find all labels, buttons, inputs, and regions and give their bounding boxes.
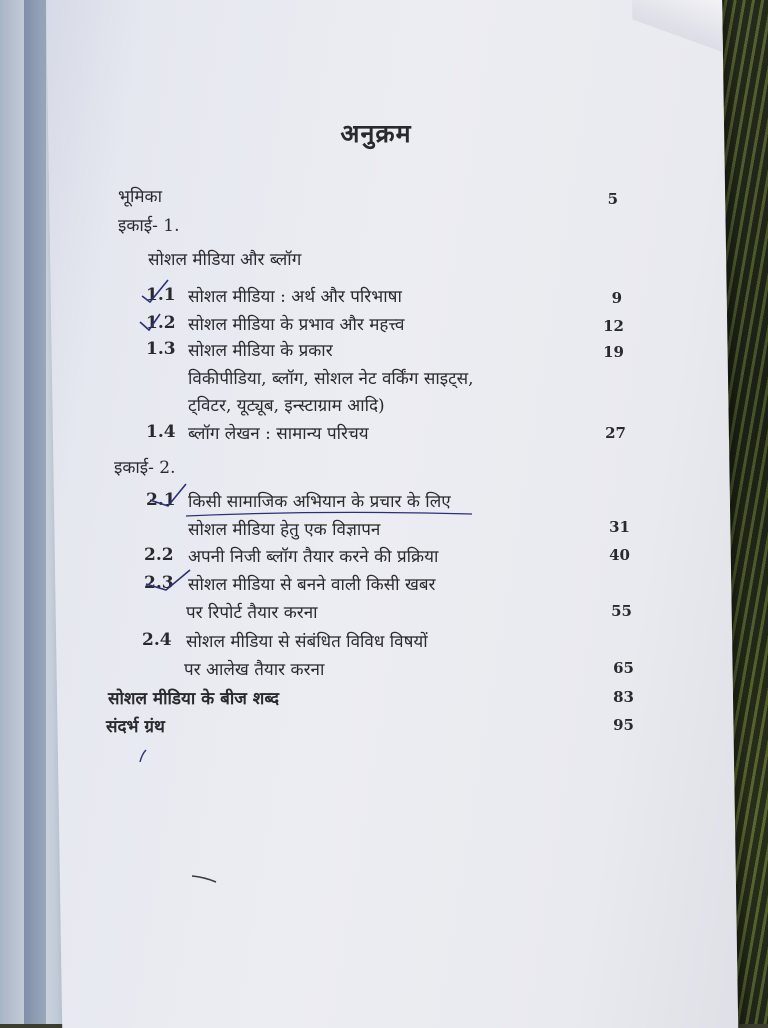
underline-2-1 xyxy=(186,512,472,516)
check-mark-2-1 xyxy=(150,484,186,506)
toc-num-2-3: 2.3 xyxy=(144,573,174,593)
check-mark-1-1 xyxy=(142,280,168,302)
toc-page-1-1: 9 xyxy=(611,289,622,307)
toc-page-preface: 5 xyxy=(607,190,618,208)
pen-stroke xyxy=(140,750,146,762)
toc-label-2-2: अपनी निजी ब्लॉग तैयार करने की प्रक्रिया xyxy=(188,547,439,567)
toc-label-2-4-line2: पर आलेख तैयार करना xyxy=(184,660,325,680)
toc-label-2-1: किसी सामाजिक अभियान के प्रचार के लिए xyxy=(188,492,451,512)
toc-page-2-3: 55 xyxy=(611,602,632,620)
toc-page-1-4: 27 xyxy=(605,424,626,442)
toc-num-1-2: 1.2 xyxy=(146,313,176,333)
toc-label-preface: भूमिका xyxy=(118,187,162,207)
toc-num-2-2: 2.2 xyxy=(144,545,174,565)
toc-unit-1: इकाई- 1. xyxy=(118,216,180,236)
toc-unit-2: इकाई- 2. xyxy=(114,458,176,478)
toc-num-1-3: 1.3 xyxy=(146,339,176,359)
toc-page-1-3: 19 xyxy=(603,343,624,361)
toc-label-references: संदर्भ ग्रंथ xyxy=(106,717,165,737)
toc-page-2-1: 31 xyxy=(609,518,630,536)
toc-num-1-4: 1.4 xyxy=(146,422,176,442)
toc-page-references: 95 xyxy=(613,716,634,734)
toc-label-2-1-line2: सोशल मीडिया हेतु एक विज्ञापन xyxy=(188,520,381,540)
toc-label-1-4: ब्लॉग लेखन : सामान्य परिचय xyxy=(188,424,369,444)
toc-label-2-3: सोशल मीडिया से बनने वाली किसी खबर xyxy=(188,575,436,595)
toc-unit-1-title: सोशल मीडिया और ब्लॉग xyxy=(148,250,302,270)
toc-num-2-1: 2.1 xyxy=(146,490,176,510)
toc-label-2-4: सोशल मीडिया से संबंधित विविध विषयों xyxy=(186,632,428,652)
page-title: अनुक्रम xyxy=(340,119,412,148)
toc-label-1-2: सोशल मीडिया के प्रभाव और महत्त्व xyxy=(188,315,405,335)
toc-label-1-3-line2: विकीपीडिया, ब्लॉग, सोशल नेट वर्किंग साइट्स, xyxy=(188,369,474,389)
check-mark-1-2 xyxy=(140,314,160,330)
toc-page-2-4: 65 xyxy=(613,659,634,677)
toc-page-keywords: 83 xyxy=(613,688,634,706)
toc-num-2-4: 2.4 xyxy=(142,630,172,650)
toc-label-keywords: सोशल मीडिया के बीज शब्द xyxy=(108,689,280,709)
toc-label-1-3-line3: ट्विटर, यूट्यूब, इन्स्टाग्राम आदि) xyxy=(188,396,385,416)
pen-dash xyxy=(192,876,216,882)
toc-label-1-3: सोशल मीडिया के प्रकार xyxy=(188,341,333,361)
toc-page-2-2: 40 xyxy=(609,546,630,564)
toc-label-2-3-line2: पर रिपोर्ट तैयार करना xyxy=(186,603,318,623)
toc-num-1-1: 1.1 xyxy=(146,285,176,305)
check-mark-2-3 xyxy=(146,570,190,590)
toc-page-1-2: 12 xyxy=(603,317,624,335)
toc-label-1-1: सोशल मीडिया : अर्थ और परिभाषा xyxy=(188,287,402,307)
